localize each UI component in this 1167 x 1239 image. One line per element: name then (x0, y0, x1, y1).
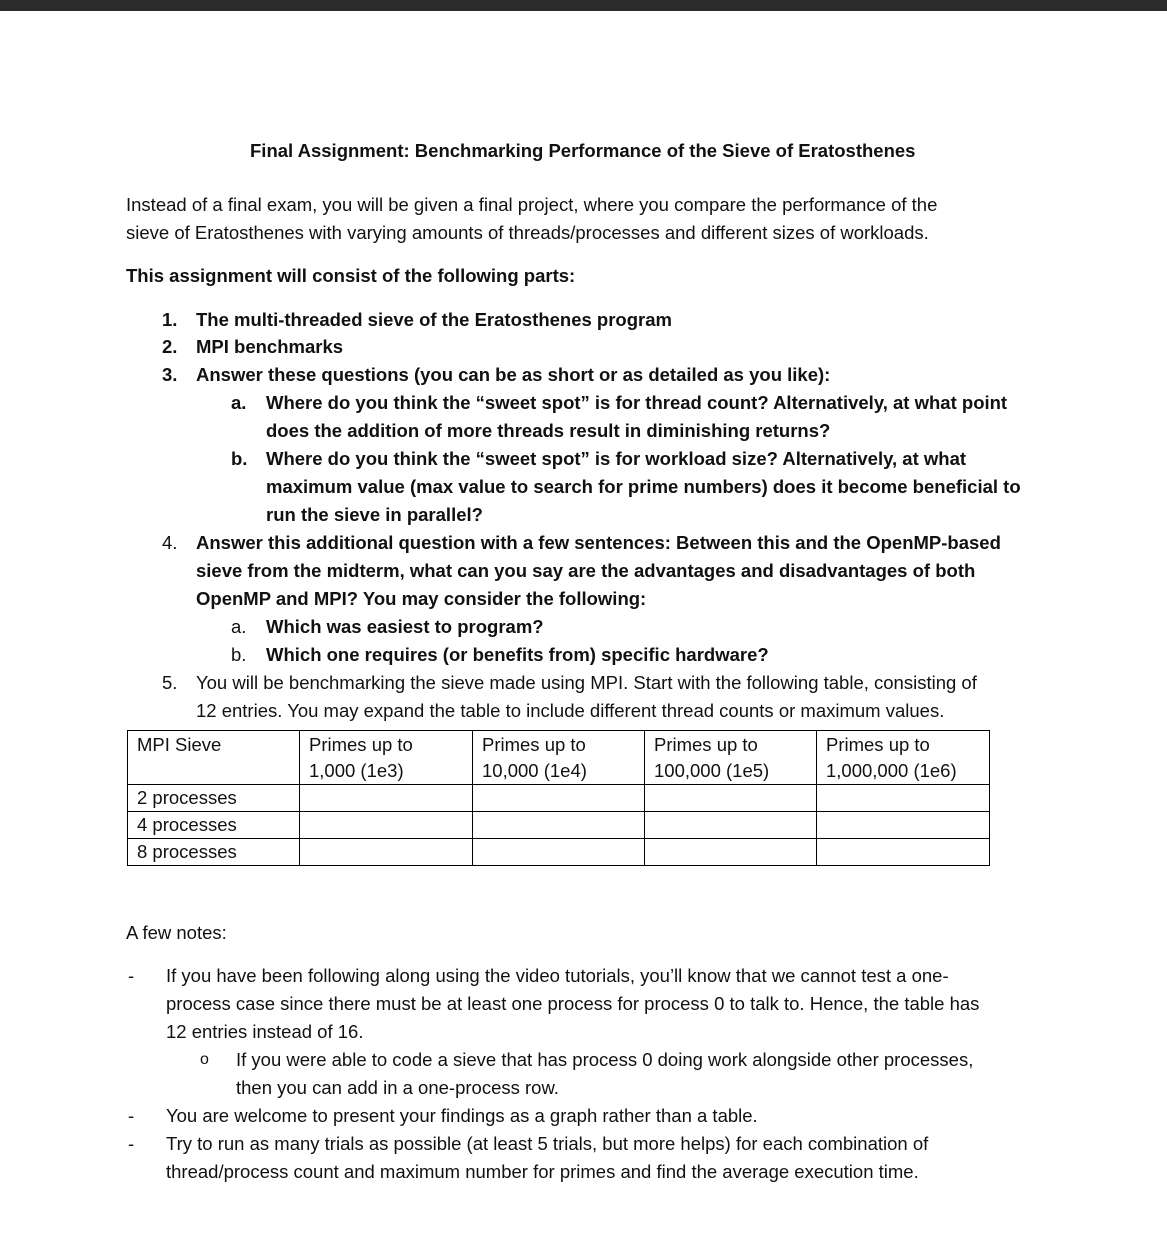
note-1a-line-1: If you were able to code a sieve that has process 0 doing work alongside other processes, (236, 1049, 974, 1070)
table-row (128, 839, 990, 866)
list-item-2 (162, 333, 343, 361)
bullet-dash: - (128, 1105, 135, 1126)
parts-heading: This assignment will consist of the following parts: (126, 265, 576, 286)
list-number: 5. (162, 672, 178, 693)
table-cell (300, 785, 473, 812)
list-item-text: Answer this additional question with a few sentences: Between this and the OpenMP-based (196, 532, 1001, 553)
list-item-4-cont-2: OpenMP and MPI? You may consider the following: (196, 588, 647, 609)
table-column-header (473, 731, 645, 785)
list-item-text: You will be benchmarking the sieve made using MPI. Start with the following table, consisting of (196, 672, 977, 693)
table-corner-cell: MPI Sieve (128, 731, 300, 785)
list-subitem-4b (231, 641, 769, 669)
list-item-text: Answer these questions (you can be as short or as detailed as you like): (196, 364, 831, 385)
column-header-line: 10,000 (1e4) (482, 760, 587, 781)
table-cell (645, 839, 817, 866)
bullet-dash: - (128, 1133, 135, 1154)
table-cell (817, 839, 990, 866)
list-item-text: MPI benchmarks (196, 336, 344, 357)
table-cell (817, 785, 990, 812)
note-3-line-2: thread/process count and maximum number for primes and find the average execution time. (166, 1161, 919, 1182)
table-row-label: 4 processes (128, 812, 300, 839)
benchmark-table (127, 730, 990, 866)
table-cell (645, 785, 817, 812)
list-number: 3. (162, 364, 178, 385)
column-header-line: 100,000 (1e5) (654, 760, 770, 781)
column-header-line: Primes up to (309, 734, 413, 755)
note-3-line-1: Try to run as many trials as possible (at least 5 trials, but more helps) for each combination of (166, 1133, 929, 1154)
list-letter: b. (231, 644, 247, 665)
table-cell (817, 812, 990, 839)
column-header-line: Primes up to (826, 734, 930, 755)
table-column-header (300, 731, 473, 785)
list-item-4 (162, 529, 1001, 557)
intro-line-2: sieve of Eratosthenes with varying amounts of threads/processes and different sizes of workloads. (126, 222, 929, 243)
note-1-line-2: process case since there must be at least one process for process 0 to talk to. Hence, the table has (166, 993, 980, 1014)
list-subitem-3b-cont-2: run the sieve in parallel? (266, 504, 483, 525)
list-letter: b. (231, 448, 248, 469)
list-subitem-3a-cont: does the addition of more threads result in diminishing returns? (266, 420, 831, 441)
list-subitem-text: Where do you think the “sweet spot” is for workload size? Alternatively, at what (266, 448, 967, 469)
list-subitem-4a (231, 613, 544, 641)
intro-line-1: Instead of a final exam, you will be given a final project, where you compare the performance of the (126, 194, 938, 215)
bullet-dash: - (128, 965, 135, 986)
note-2: You are welcome to present your findings as a graph rather than a table. (166, 1105, 758, 1126)
table-column-header (645, 731, 817, 785)
list-letter: a. (231, 392, 247, 413)
list-item-5-cont: 12 entries. You may expand the table to include different thread counts or maximum values. (196, 700, 945, 721)
document-title: Final Assignment: Benchmarking Performance of the Sieve of Eratosthenes (250, 140, 916, 161)
table-cell (473, 812, 645, 839)
list-subitem-3a (231, 389, 1007, 417)
table-cell (300, 839, 473, 866)
table-row-label: 8 processes (128, 839, 300, 866)
table-column-header (817, 731, 990, 785)
list-subitem-text: Where do you think the “sweet spot” is for thread count? Alternatively, at what point (266, 392, 1008, 413)
table-cell (300, 812, 473, 839)
column-header-line: 1,000,000 (1e6) (826, 760, 957, 781)
list-number: 2. (162, 336, 178, 357)
list-item-4-cont-1: sieve from the midterm, what can you say are the advantages and disadvantages of both (196, 560, 976, 581)
table-cell (473, 785, 645, 812)
table-row (128, 785, 990, 812)
note-1-line-1: If you have been following along using the video tutorials, you’ll know that we cannot test a one- (166, 965, 949, 986)
list-item-3 (162, 361, 830, 389)
list-subitem-text: Which was easiest to program? (266, 616, 544, 637)
table-row (128, 812, 990, 839)
list-subitem-text: Which one requires (or benefits from) specific hardware? (266, 644, 769, 665)
table-row-label: 2 processes (128, 785, 300, 812)
list-number: 1. (162, 309, 178, 330)
list-item-text: The multi-threaded sieve of the Eratosthenes program (196, 309, 672, 330)
notes-heading: A few notes: (126, 922, 227, 943)
list-subitem-3b (231, 445, 966, 473)
window-top-bar (0, 0, 1167, 11)
column-header-line: 1,000 (1e3) (309, 760, 404, 781)
column-header-line: Primes up to (482, 734, 586, 755)
list-number: 4. (162, 532, 178, 553)
list-subitem-3b-cont-1: maximum value (max value to search for prime numbers) does it become beneficial to (266, 476, 1021, 497)
list-letter: a. (231, 616, 247, 637)
bullet-circle: o (200, 1051, 209, 1068)
table-header-row (128, 731, 990, 785)
note-1a-line-2: then you can add in a one-process row. (236, 1077, 559, 1098)
table-cell (645, 812, 817, 839)
list-item-1 (162, 306, 672, 334)
note-1-line-3: 12 entries instead of 16. (166, 1021, 364, 1042)
list-item-5 (162, 669, 977, 697)
column-header-line: Primes up to (654, 734, 758, 755)
table-cell (473, 839, 645, 866)
